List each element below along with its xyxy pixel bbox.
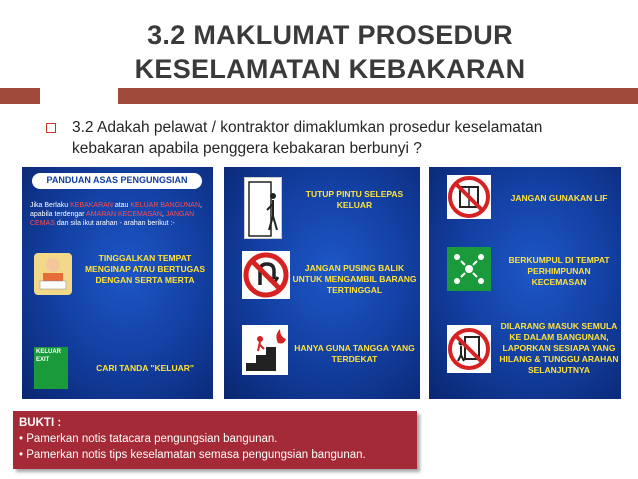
panel-c-step2: BERKUMPUL DI TEMPAT PERHIMPUNAN KECEMASAN bbox=[508, 255, 610, 287]
child-reading-icon bbox=[34, 253, 72, 295]
assembly-point-icon bbox=[447, 247, 491, 291]
no-entry-icon bbox=[447, 325, 491, 373]
panel-c-step1: JANGAN GUNAKAN LIF bbox=[510, 193, 608, 203]
bullet-text: 3.2 Adakah pelawat / kontraktor dimaklumkan prosedur keselamatan kebakaran apabila penggera kebakaran berbunyi ? bbox=[72, 119, 543, 157]
close-door-icon bbox=[244, 177, 282, 239]
evidence-title: BUKTI : bbox=[19, 417, 62, 429]
panel-instructions: Jika Berlaku KEBAKARAN atau KELUAR BANGUNAN, apabila terdengar AMARAN KECEMASAN, JANGAN CEMAS dan sila ikut arahan - arahan berikut :- bbox=[30, 202, 202, 227]
panel-b-step1: TUTUP PINTU SELEPAS KELUAR bbox=[305, 189, 404, 210]
evacuation-steps-panel bbox=[222, 165, 422, 401]
exit-door-icon: KELUAR EXIT bbox=[34, 347, 68, 389]
no-lift-icon bbox=[447, 175, 491, 219]
panel-heading-box bbox=[32, 173, 202, 189]
no-u-turn-icon bbox=[242, 251, 290, 299]
slide-title bbox=[90, 18, 570, 86]
evidence-box bbox=[13, 411, 417, 469]
slide-title-line1: 3.2 MAKLUMAT PROSEDUR bbox=[147, 20, 513, 50]
panel-a-step2: CARI TANDA "KELUAR" bbox=[96, 363, 194, 373]
slide-title-line2: KESELAMATAN KEBAKARAN bbox=[134, 54, 526, 84]
evacuation-guide-panel bbox=[20, 165, 215, 401]
evidence-item-1: • Pamerkan notis tatacara pengungsian bangunan. bbox=[19, 433, 278, 445]
evidence-item-2: • Pamerkan notis tips keselamatan semasa pengungsian bangunan. bbox=[19, 449, 366, 461]
bullet-square-icon bbox=[46, 123, 56, 133]
panel-heading: PANDUAN ASAS PENGUNGSIAN bbox=[46, 175, 188, 185]
panel-b-step2: JANGAN PUSING BALIK UNTUK MENGAMBIL BARANG TERTINGGAL bbox=[292, 263, 417, 295]
panel-c-step3: DILARANG MASUK SEMULA KE DALAM BANGUNAN, LAPORKAN SESIAPA YANG HILANG & TUNGGU ARAHAN SELANJUTNYA bbox=[499, 321, 619, 375]
accent-bar-right bbox=[118, 88, 638, 104]
panel-b-step3: HANYA GUNA TANGGA YANG TERDEKAT bbox=[294, 343, 415, 364]
accent-bar-left bbox=[0, 88, 40, 104]
evacuation-rules-panel bbox=[427, 165, 623, 401]
stairs-fire-icon bbox=[242, 325, 288, 375]
panel-a-step1: TINGGALKAN TEMPAT MENGINAP ATAU BERTUGAS DENGAN SERTA MERTA bbox=[84, 253, 206, 285]
